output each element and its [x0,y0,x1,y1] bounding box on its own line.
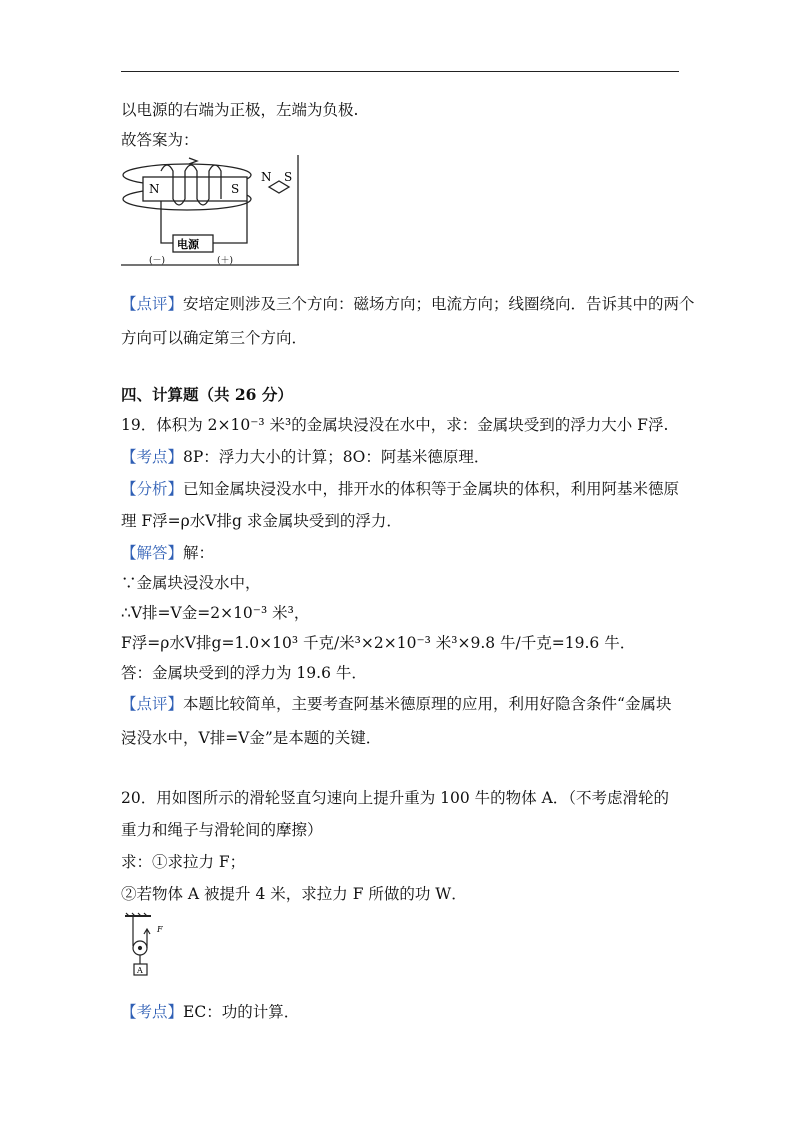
section-heading: 四、计算题（共 26 分） [121,385,293,404]
negative-terminal: (－) [149,256,166,266]
header-rule [121,71,679,72]
q19-kaodian [121,447,489,467]
force-f-label: F [157,925,163,934]
compass-s-label: S [284,170,293,184]
magnet-n-label: N [149,182,160,196]
compass-n-label: N [261,170,272,184]
q19-dianping-2: 浸没水中，V排=V金”是本题的关键． [121,729,382,747]
q20-ask-2: ②若物体 A 被提升 4 米，求拉力 F 所做的功 W． [121,885,467,903]
answer-text: 以电源的右端为正极，左端为负极. [121,101,359,119]
solenoid-figure [121,155,299,270]
comment-1-line-1 [121,294,695,314]
comment-text: 安培定则涉及三个方向：磁场方向；电流方向；线圈绕向．告诉其中的两个 [183,295,695,313]
q19-step-1: ∵金属块浸没水中， [121,574,261,592]
object-a-label: A [137,966,143,975]
q20-kaodian [121,1002,299,1022]
kaodian-text: EC：功的计算． [183,1003,300,1021]
q19-jieda [121,543,214,563]
magnet-s-label: S [231,182,240,196]
kaodian-tag: 【考点】 [121,1003,184,1021]
q20-ask-1: 求：①求拉力 F； [121,853,246,871]
q20-stem-2: 重力和绳子与滑轮间的摩擦） [121,821,323,839]
dianping-text: 本题比较简单，主要考查阿基米德原理的应用，利用好隐含条件“金属块 [183,695,672,713]
q19-fenxi-2: 理 F浮=ρ水V排g 求金属块受到的浮力． [121,512,402,530]
q19-step-3: F浮=ρ水V排g=1.0×10³ 千克/米³×2×10⁻³ 米³×9.8 牛/千克=19.6 牛． [121,634,636,652]
comment-tag: 【点评】 [121,295,184,313]
q19-answer: 答：金属块受到的浮力为 19.6 牛． [121,664,367,682]
jieda-tag: 【解答】 [121,544,184,562]
q19-fenxi-1 [121,479,679,499]
fenxi-text: 已知金属块浸没水中，排开水的体积等于金属块的体积，利用阿基米德原 [183,480,680,498]
kaodian-text: 8P：浮力大小的计算；8O：阿基米德原理． [183,448,490,466]
pulley-figure [121,912,181,982]
jieda-text: 解： [183,544,215,562]
power-source-label: 电源 [177,238,199,251]
q19-stem: 19．体积为 2×10⁻³ 米³的金属块浸没在水中，求：金属块受到的浮力大小 F浮. [121,416,669,434]
kaodian-tag: 【考点】 [121,448,184,466]
fenxi-tag: 【分析】 [121,480,184,498]
comment-1-line-2: 方向可以确定第三个方向． [121,329,308,347]
answer-label: 故答案为： [121,131,199,149]
positive-terminal: (＋) [217,256,234,266]
dianping-tag: 【点评】 [121,695,184,713]
q19-dianping-1 [121,694,671,714]
q20-stem-1: 20．用如图所示的滑轮竖直匀速向上提升重为 100 牛的物体 A．（不考虑滑轮的 [121,789,670,807]
q19-step-2: ∴V排=V金=2×10⁻³ 米³， [121,604,310,622]
